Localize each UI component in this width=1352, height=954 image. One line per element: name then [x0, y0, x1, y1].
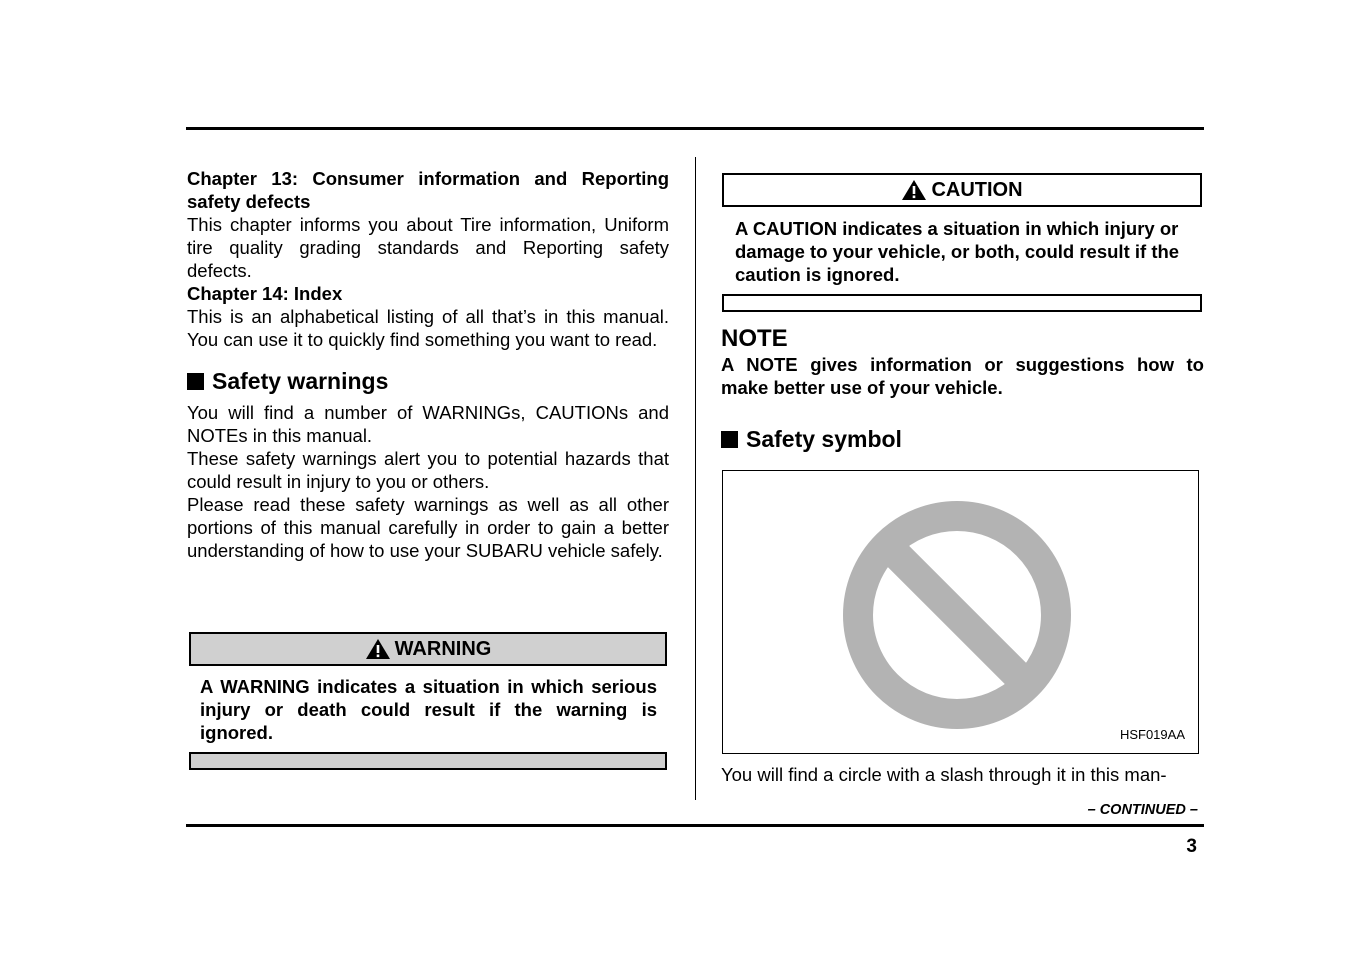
symbol-description-text: You will find a circle with a slash through it in this man-	[721, 764, 1167, 785]
caution-text: A CAUTION indicates a situation in which injury or damage to your vehicle, or both, could result if the caution is ignored.	[735, 218, 1180, 285]
chapter-13-body: This chapter informs you about Tire information, Uniform tire quality grading standards and Reporting safety defects.	[187, 214, 669, 281]
safety-symbol-heading	[721, 425, 1204, 453]
caution-triangle-icon	[901, 179, 927, 201]
chapter-14-body: This is an alphabetical listing of all that’s in this manual. You can use it to quickly find something you want to read.	[187, 306, 669, 350]
symbol-description	[721, 763, 1204, 786]
note-title: NOTE	[721, 325, 788, 352]
warning-text-block	[200, 675, 657, 744]
left-column	[187, 167, 669, 562]
warning-banner	[189, 632, 667, 666]
caution-label: CAUTION	[931, 178, 1023, 201]
safety-paragraph-1: You will find a number of WARNINGs, CAUTIONs and NOTEs in this manual.	[187, 402, 669, 446]
safety-paragraph-2: These safety warnings alert you to potential hazards that could result in injury to you or others.	[187, 448, 669, 492]
column-divider	[695, 157, 696, 800]
prohibition-symbol-icon	[842, 500, 1072, 730]
safety-warnings-heading	[187, 367, 669, 395]
note-text: A NOTE gives information or suggestions how to make better use of your vehicle.	[721, 354, 1204, 398]
chapter-14-title: Chapter 14: Index	[187, 283, 343, 304]
page-number-text: 3	[1186, 836, 1197, 857]
chapter-13-title: Chapter 13: Consumer information and Reporting safety defects	[187, 168, 669, 212]
warning-end-bar	[189, 752, 667, 770]
figure-id: HSF019AA	[1119, 727, 1185, 742]
warning-triangle-icon	[365, 638, 391, 660]
top-rule	[186, 127, 1204, 130]
safety-warnings-title: Safety warnings	[212, 368, 389, 394]
continued-label	[1000, 800, 1198, 820]
warning-label: WARNING	[394, 637, 492, 660]
note-section	[721, 325, 1204, 399]
caution-end-bar	[722, 294, 1202, 312]
warning-text: A WARNING indicates a situation in which serious injury or death could result if the warning is ignored.	[200, 676, 657, 743]
page-number	[1140, 835, 1197, 858]
safety-symbol-section	[721, 425, 1204, 453]
safety-paragraph-3: Please read these safety warnings as well as all other portions of this manual carefully in order to gain a better understanding of how to use your SUBARU vehicle safely.	[187, 494, 669, 561]
square-bullet-icon	[187, 373, 204, 390]
caution-text-block	[735, 217, 1193, 286]
safety-symbol-figure	[722, 470, 1199, 754]
caution-banner	[722, 173, 1202, 207]
safety-symbol-title: Safety symbol	[746, 426, 902, 452]
continued-text: – CONTINUED –	[1087, 802, 1198, 818]
square-bullet-icon	[721, 431, 738, 448]
bottom-rule	[186, 824, 1204, 827]
